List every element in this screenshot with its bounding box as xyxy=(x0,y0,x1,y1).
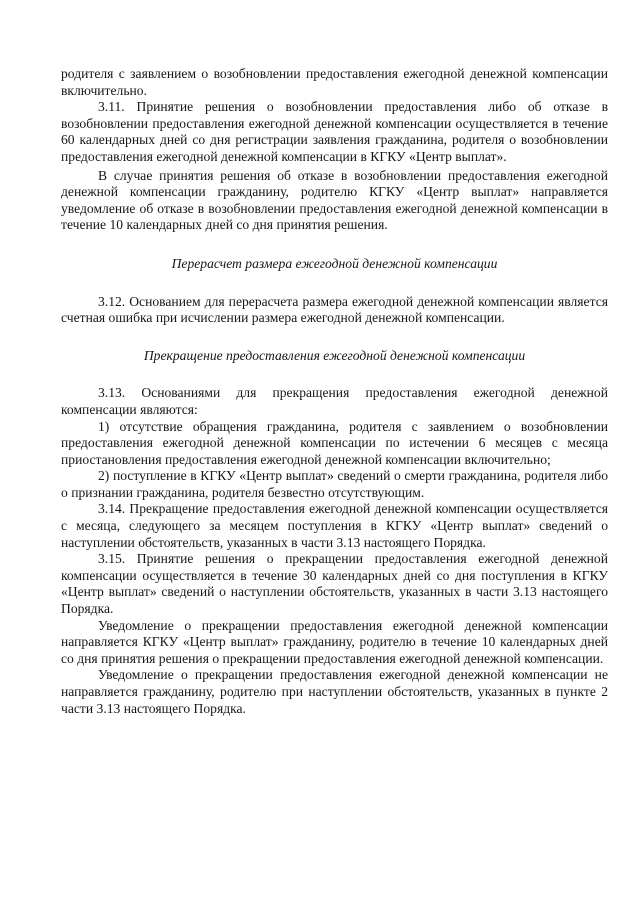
list-item-3-13-1: 1) отсутствие обращения гражданина, родителя с заявлением о возобновлении предоставления ежегодной денежной компенсации по истечении 6 месяцев с месяца приостановления предоставления ежегодной денежной компенсации включительно; xyxy=(61,418,608,467)
list-item-3-13-2: 2) поступление в КГКУ «Центр выплат» сведений о смерти гражданина, родителя либо о признании гражданина, родителя безвестно отсутствующим. xyxy=(61,468,608,500)
paragraph-3-11: 3.11. Принятие решения о возобновлении предоставления либо об отказе в возобновлении предоставления ежегодной денежной компенсации осуществляется в течение 60 календарных дней со дня регистрации заявления гражданина, родителя о возобновлении предоставления ежегодной денежной компенсации в КГКУ «Центр выплат». xyxy=(61,99,608,164)
paragraph-3-11-refusal: В случае принятия решения об отказе в возобновлении предоставления ежегодной денежной компенсации гражданину, родителю КГКУ «Центр выплат» направляется уведомление об отказе в возобновлении предоставления ежегодной денежной компенсации в течение 10 календарных дней со дня принятия решения. xyxy=(61,167,608,233)
paragraph-continuation: родителя с заявлением о возобновлении предоставления ежегодной денежной компенсации включительно. xyxy=(61,66,608,98)
section-heading-termination: Прекращение предоставления ежегодной денежной компенсации xyxy=(143,347,526,363)
paragraph-no-notification: Уведомление о прекращении предоставления ежегодной денежной компенсации не направляется гражданину, родителю при наступлении обстоятельств, указанных в пункте 2 части 3.13 настоящего Порядка. xyxy=(61,667,608,716)
paragraph-3-15: 3.15. Принятие решения о прекращении предоставления ежегодной денежной компенсации осуществляется в течение 30 календарных дней со дня поступления в КГКУ «Центр выплат» сведений о наступлении обстоятельств, указанных в части 3.13 настоящего Порядка. xyxy=(61,551,608,617)
paragraph-3-13: 3.13. Основаниями для прекращения предоставления ежегодной денежной компенсации являются: xyxy=(61,385,608,417)
paragraph-3-14: 3.14. Прекращение предоставления ежегодной денежной компенсации осуществляется с месяца, следующего за месяцем поступления в КГКУ «Центр выплат» сведений о наступлении обстоятельств, указанных в части 3.13 настоящего Порядка. xyxy=(61,501,608,550)
paragraph-3-12: 3.12. Основанием для перерасчета размера ежегодной денежной компенсации является счетная ошибка при исчислении размера ежегодной денежной компенсации. xyxy=(61,293,608,326)
section-heading-recalculation: Перерасчет размера ежегодной денежной компенсации xyxy=(171,255,498,271)
paragraph-notification: Уведомление о прекращении предоставления ежегодной денежной компенсации направляется КГКУ «Центр выплат» гражданину, родителю в течение 10 календарных дней со дня принятия решения о прекращении предоставления ежегодной денежной компенсации. xyxy=(61,617,608,666)
